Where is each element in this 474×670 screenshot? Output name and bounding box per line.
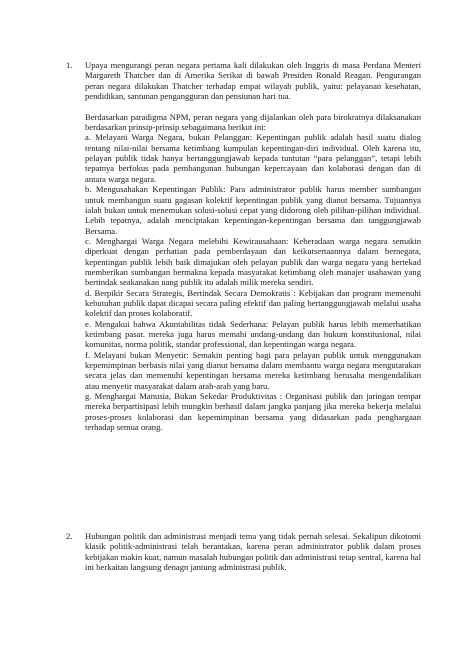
principle-b: b. Mengusahakan Kepentingan Publik: Para administrator publik harus member sumbangan untuk membangun suatu gagasan kolektif kepentingan publik yang dianut bersama. Tujuannya ialah bukan untuk menemukan solusi-solusi cepat yang didorong oleh pilihan-pilihan individual. Lebih tepatnya, adalah menciptakan kepentingan-kepentingan bersama dan tanggungjawab Bersama. xyxy=(85,184,421,236)
principle-c: c. Menghargai Warga Negara melebihi Kewirausahaan: Keberadaan warga negara semakin diperkuat dengan perhatian pada pemberdayaan dan keikutsertaannya dalam bernegara, kepentingan publik lebih baik dimajukan oleh pelayan publik dan warga negara yang bertekad memberikan sumbangan bermakna kepada masyarakat ketimbang oleh manajer usahawan yang bertindak seakanakan uang publik itu adalah milik mereka sendiri. xyxy=(85,235,421,288)
list-item-2 xyxy=(85,531,421,572)
paragraph-spacer xyxy=(85,101,421,111)
principle-g: g. Menghargai Manusia, Bukan Sekedar Produktivitas : Organisasi publik dan jaringan tempat mereka berpartisipasi lebih mungkin berhasil dalam jangka panjang jika mereka bekerja melalui proses-proses kolaborasi dan kepemimpinan bersama yang didasarkan pada penghargaan terhadap semua orang. xyxy=(85,391,421,433)
principle-d: d. Berpikir Secara Strategis, Bertindak Secara Demokratis : Kebijakan dan program memenuhi kebutuhan publik dapat dicapai secara paling efektif dan paling bertanggungjawab melalui usaha kolektif dan proses kolaboratif. xyxy=(85,287,421,319)
item-2-intro: Hubungan politik dan administrasi menjadi tema yang tidak pernah selesai. Sekalipun dikotomi klasik politik-administrasi telah berantakan, karena peran administrator publik dalam proses kebijakan makin kuat, namun masalah hubungan politik dan administrasi tetap sentral, karena hal ini berkaitan langsung denagn jantung administrasi publik. xyxy=(85,531,421,573)
list-number-2: 2. xyxy=(66,531,73,541)
list-number-1: 1. xyxy=(66,60,73,70)
principle-e: e. Mengakui bahwa Akuntabilitas tidak Sederhana: Pelayan publik harus lebih memerhatikan ketimbang pasar. mereka juga harus memahi undang-undang dan hukum konstitusional, nilai komunitas, norma politik, standar professional, dan kepentingan warga negara. xyxy=(85,318,421,350)
item-1-lead: Berdasarkan paradigma NPM, peran negara yang dijalankan oleh para birokratnya dilaksanakan berdasarkan prinsip-prinsip sebagaimana berikut ini: xyxy=(85,111,421,133)
item-1-intro: Upaya mengurangi peran negara pertama kali dilakukan oleh Inggris di masa Perdana Menteri Margareth Thatcher dan di Amerika Serikat di bawah Presiden Ronald Reagan. Pengurangan peran negara dilakukan Thatcher terhadap empat wilayah publik, yaitu: pelayanan kesehatan, pendidikan, santunan pengangguran dan pensiunan hari tua. xyxy=(85,60,421,102)
list-item-1 xyxy=(85,60,421,432)
principle-f: f. Melayani bukan Menyetir: Semakin penting bagi para pelayan publik untuk menggunakan kepemimpinan berbasis nilai yang dianut bersama dalam membantu warga negara mengutarakan secara jelas dan memenuhi kepentingan bersama mereka ketimbang berusaha mengendalikan atau menyetir masyarakat dalam arah-arah yang baru. xyxy=(85,349,421,391)
principle-a: a. Melayani Warga Negara, bukan Pelanggan: Kepentingan publik adalah hasil suatu dialog tentang nilai-nilai bersama ketimbang kumpulan kepentingan-diri individual. Oleh karena itu, pelayan publik tidak hanya bertanggungjawab kepada tuntutan “para pelanggan”, tetapi lebih tepatnya berfokus pada pembangunan hubungan kepercayaan dan kolaborasi dengan dan di antara warga negara. xyxy=(85,132,421,184)
